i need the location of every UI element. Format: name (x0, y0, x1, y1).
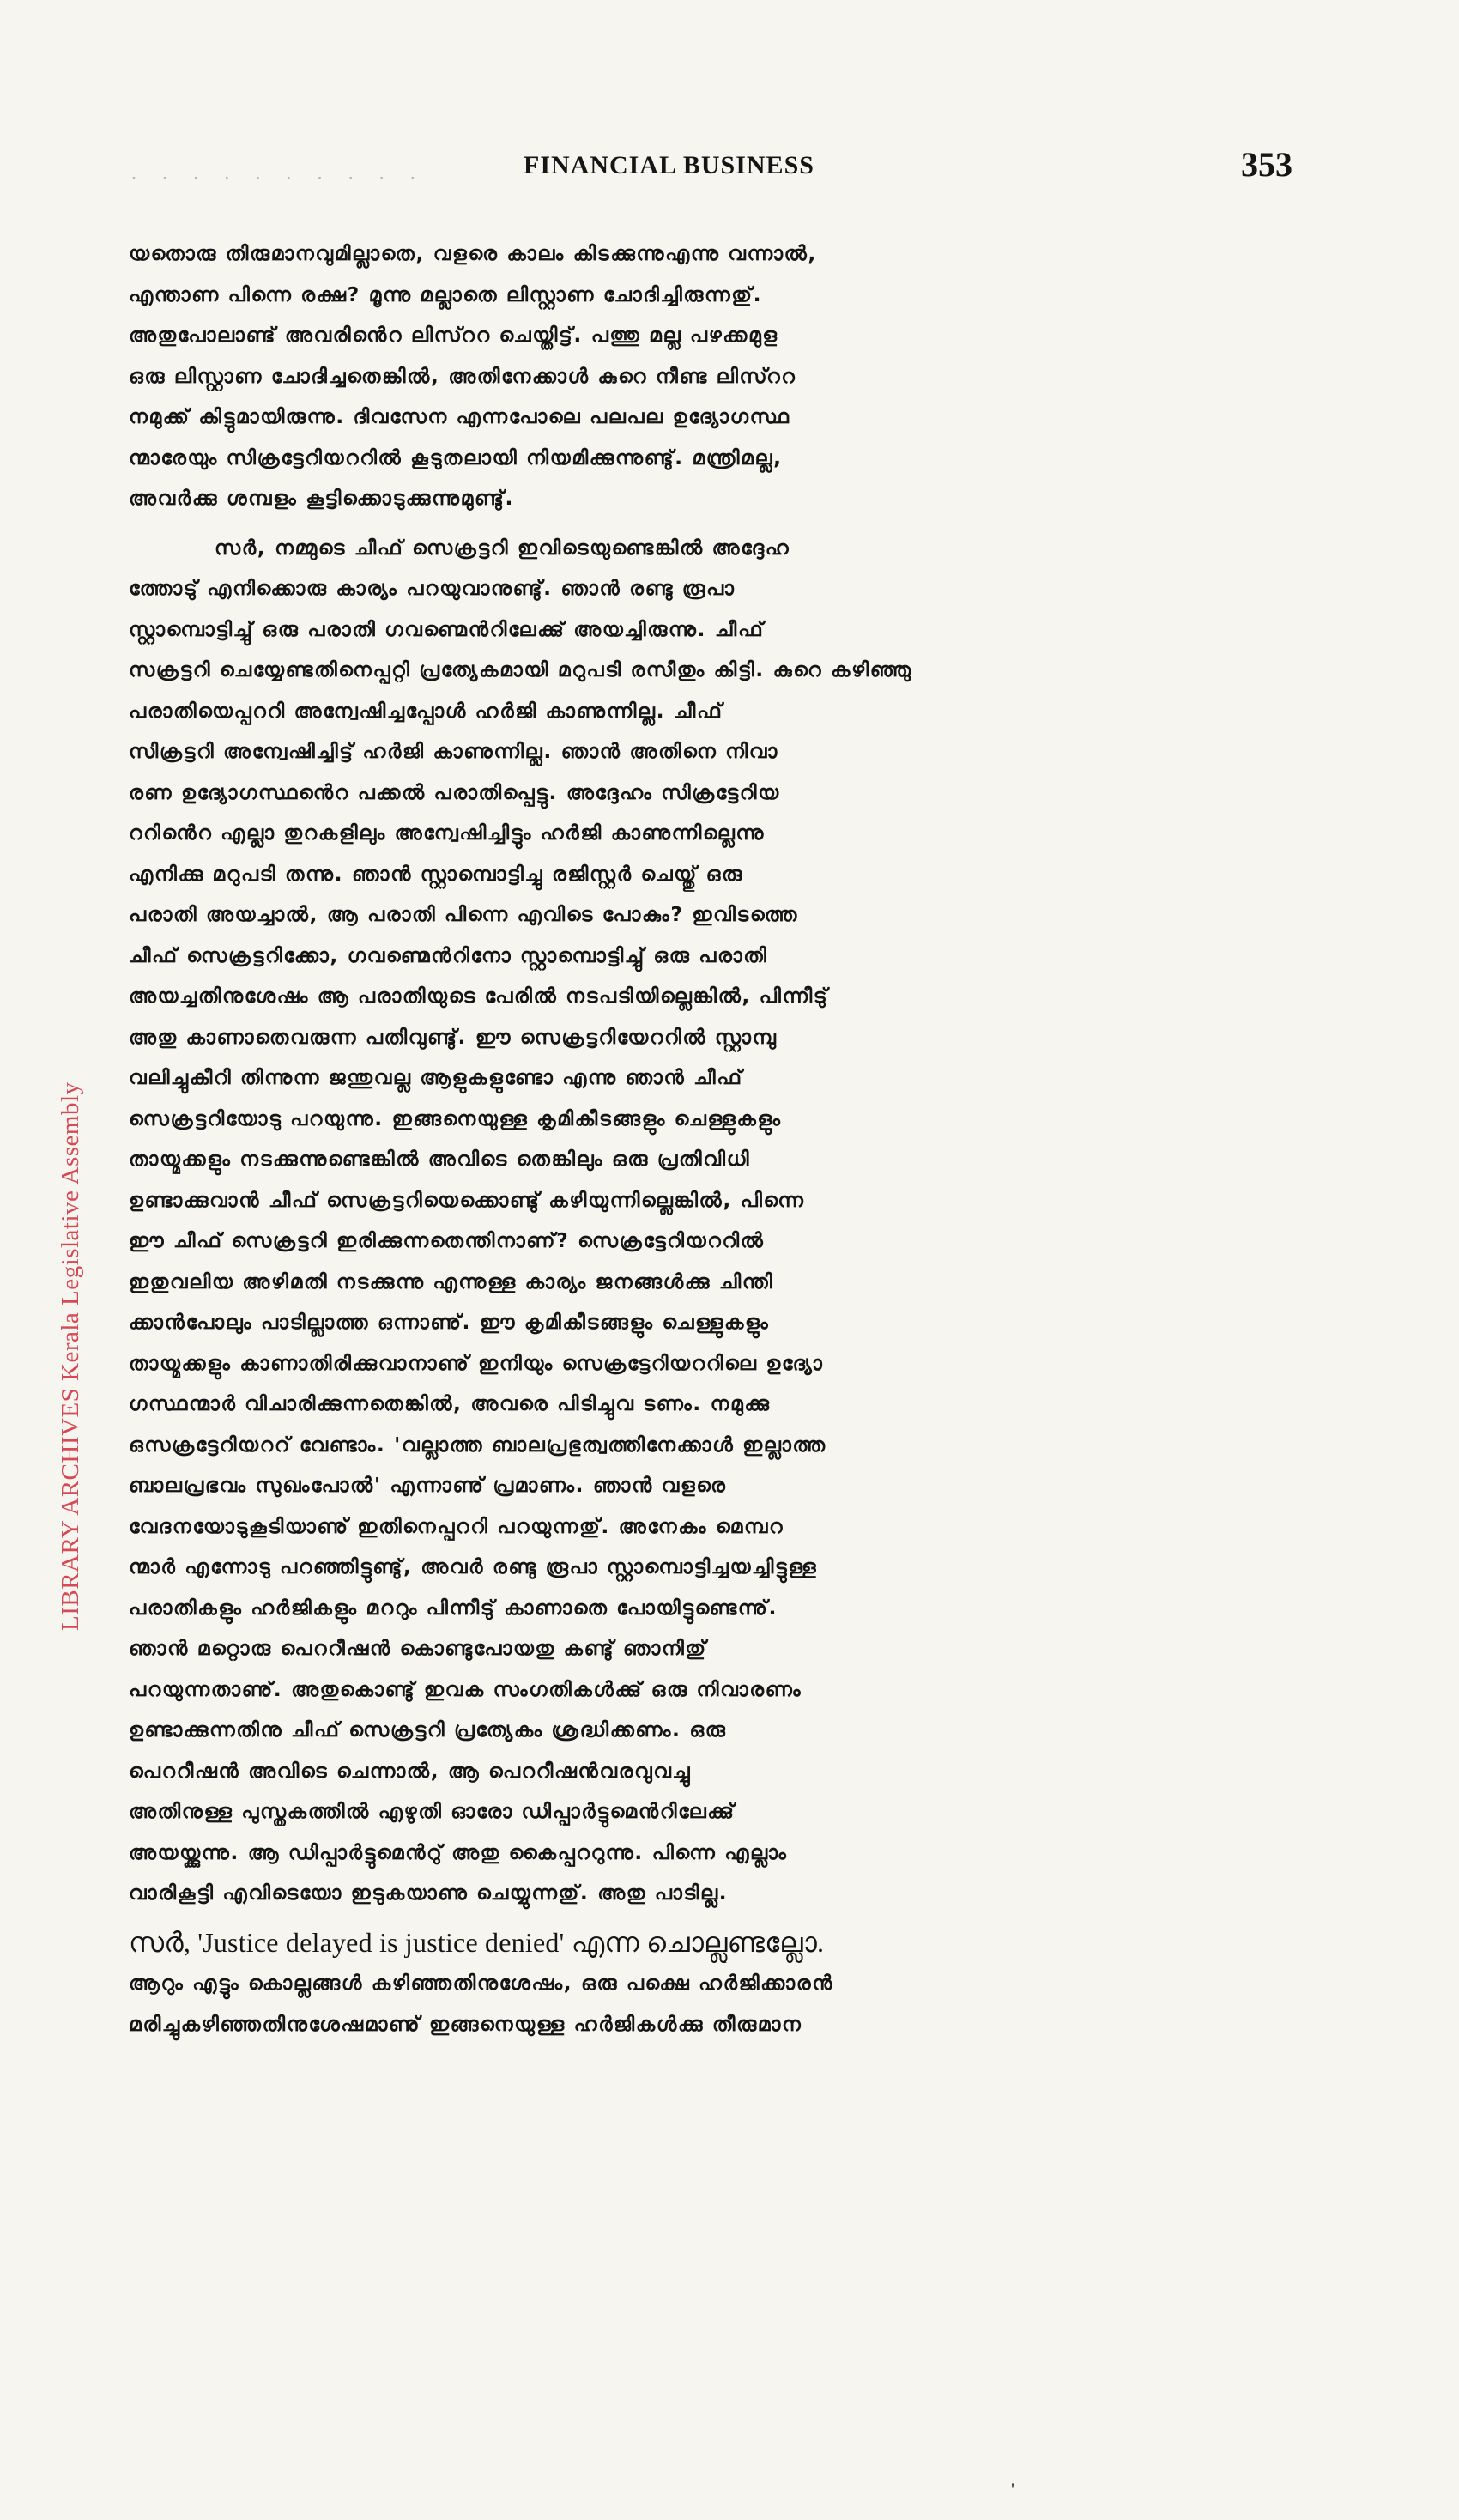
text-line: എന്താണ പിന്നെ രക്ഷ? മൂന്നു മല്ലാതെ ലിസ്റ്റാണ ചോദിച്ചിരുന്നതു്. (129, 282, 763, 306)
text-line: ഉണ്ടാക്കുവാൻ ചീഫ് സെക്രട്ടറിയെക്കൊണ്ടു് കഴിയുന്നില്ലെങ്കിൽ, പിന്നെ (129, 1187, 805, 1212)
text-line: വാരികൂട്ടി എവിടെയോ ഇടുകയാണു ചെയ്യുന്നതു്. അതു പാടില്ല. (129, 1881, 729, 1905)
text-line: തായ്മക്കളും കാണാതിരിക്കുവാനാണു് ഇനിയും സെക്രട്ടേറിയററിലെ ഉദ്യോ (129, 1350, 824, 1375)
text-line: ഞാൻ മറ്റൊരു പെററീഷൻ കൊണ്ടുപോയതു കണ്ടു് ഞാനിതു് (129, 1636, 707, 1660)
text-line: ക്കാൻപോലും പാടില്ലാത്ത ഒന്നാണു്. ഈ കൃമികീടങ്ങളും ചെള്ളുകളും (129, 1310, 770, 1334)
body-text (129, 233, 1326, 2474)
print-speck: ' (1011, 2479, 1014, 2500)
text-line: പെററീഷൻ അവിടെ ചെന്നാൽ, ആ പെററീഷൻവരവുവച്ചു (129, 1758, 692, 1783)
text-line: നമുക്ക് കിട്ടുമായിരുന്നു. ദിവസേന എന്നപോലെ പലപല ഉദ്യോഗസ്ഥ (129, 404, 790, 428)
paragraph-1 (129, 233, 1326, 519)
text-line: സക്രട്ടറി ചെയ്യേണ്ടതിനെപ്പറ്റി പ്രത്യേകമായി മറുപടി രസീതും കിട്ടി. കുറെ കഴിഞ്ഞു (129, 657, 912, 681)
text-line: പരാതികളും ഹർജികളും മററും പിന്നീടു് കാണാതെ പോയിട്ടുണ്ടെന്നു്. (129, 1595, 778, 1620)
text-line: തായ്മക്കളും നടക്കുന്നുണ്ടെങ്കിൽ അവിടെ തെങ്കിലും ഒരു പ്രതിവിധി (129, 1147, 751, 1171)
text-line: വേദനയോടുകൂടിയാണു് ഇതിനെപ്പററി പറയുന്നതു്. അനേകം മെമ്പറ (129, 1513, 784, 1538)
text-line: ഇതുവലിയ അഴിമതി നടക്കുന്നു എന്നുള്ള കാര്യം ജനങ്ങൾക്കു ചിന്തി (129, 1269, 774, 1293)
text-line: അതിനുള്ള പുസ്തകത്തിൽ എഴുതി ഓരോ ഡിപ്പാർട്ടുമെൻറിലേക്കു് (129, 1799, 736, 1823)
text-line: സ്റ്റാമ്പൊട്ടിച്ചു് ഒരു പരാതി ഗവണ്മെൻറിലേക്കു് അയച്ചിരുന്നു. ചീഫ് (129, 616, 765, 641)
text-line: രണ ഉദ്യോഗസ്ഥൻെറ പക്കൽ പരാതിപ്പെട്ടു. അദ്ദേഹം സിക്രട്ടേറിയ (129, 779, 780, 804)
text-line: ചീഫ് സെക്രട്ടറിക്കോ, ഗവണ്മെൻറിനോ സ്റ്റാമ്പൊട്ടിച്ചു് ഒരു പരാതി (129, 942, 768, 967)
text-line: ഒരു ലിസ്റ്റാണ ചോദിച്ചതെങ്കിൽ, അതിനേക്കാൾ കുറെ നീണ്ട ലിസ്ററ (129, 363, 796, 388)
page-number: 353 (1241, 145, 1293, 184)
text-line: ആറും എട്ടും കൊല്ലങ്ങൾ കഴിഞ്ഞതിനുശേഷം, ഒരു പക്ഷെ ഹർജിക്കാരൻ (129, 1971, 834, 1995)
text-line: സെക്രട്ടറിയോടു പറയുന്നു. ഇങ്ങനെയുള്ള കൃമികീടങ്ങളും ചെള്ളുകളും (129, 1106, 782, 1130)
text-line: ഉണ്ടാക്കുന്നതിനു ചീഫ് സെക്രട്ടറി പ്രത്യേകം ശ്രദ്ധിക്കണം. ഒരു (129, 1717, 727, 1742)
paragraph-2 (129, 528, 1326, 1914)
text-line: അതുപോലാണ്ട് അവരിൻെറ ലിസ്ററ ചെയ്തിട്ട്. പത്തു മല്ല പഴക്കമുള (129, 323, 778, 347)
text-line: പറയുന്നതാണു്. അതുകൊണ്ടു് ഇവക സംഗതികൾക്കു് ഒരു നിവാരണം (129, 1676, 802, 1701)
text-line: ഈ ചീഫ് സെക്രട്ടറി ഇരിക്കുന്നതെന്തിനാണ്? സെക്രട്ടേറിയററിൽ (129, 1228, 765, 1252)
text-line: സർ, നമ്മുടെ ചീഫ് സെക്രട്ടറി ഇവിടെയുണ്ടെങ്കിൽ അദ്ദേഹ (215, 535, 790, 560)
text-line: ഗസ്ഥന്മാർ വിചാരിക്കുന്നതെങ്കിൽ, അവരെ പിടിച്ചുവ ടണം. നമുക്കു (129, 1391, 771, 1415)
text-line: പരാതി അയച്ചാൽ, ആ പരാതി പിന്നെ എവിടെ പോകും? ഇവിടത്തെ (129, 902, 798, 926)
library-archives-watermark: LIBRARY ARCHIVES Kerala Legislative Assembly (57, 1081, 84, 1631)
text-line: സിക്രട്ടറി അന്വേഷിച്ചിട്ട് ഹർജി കാണുന്നില്ല. ഞാൻ അതിനെ നിവാ (129, 739, 778, 763)
text-line: പരാതിയെപ്പററി അന്വേഷിച്ചപ്പോൾ ഹർജി കാണുന്നില്ല. ചീഫ് (129, 698, 723, 723)
text-line: മരിച്ചുകഴിഞ്ഞതിനുശേഷമാണു് ഇങ്ങനെയുള്ള ഹർജികൾക്കു തീരുമാന (129, 2011, 802, 2036)
text-line: ഒസക്രട്ടേറിയററ് വേണ്ടാം. 'വല്ലാത്ത ബാലപ്രഭുത്വത്തിനേക്കാൾ ഇല്ലാത്ത (129, 1432, 826, 1457)
text-line: അയച്ചതിനുശേഷം ആ പരാതിയുടെ പേരിൽ നടപടിയില്ലെങ്കിൽ, പിന്നീടു് (129, 984, 829, 1008)
text-line: ബാലപ്രഭവം സുഖംപോൽ' എന്നാണു് പ്രമാണം. ഞാൻ വളരെ (129, 1473, 727, 1497)
text-line: ററിൻെറ എല്ലാ തുറകളിലും അന്വേഷിച്ചിട്ടും ഹർജി കാണുന്നില്ലെന്നു (129, 821, 766, 845)
text-line: വലിച്ചുകീറി തിന്നുന്ന ജന്തുവല്ല ആളുകളുണ്ടോ എന്നു ഞാൻ ചീഫ് (129, 1065, 743, 1089)
text-line: ത്തോടു് എനിക്കൊരു കാര്യം പറയുവാനുണ്ടു്. ഞാൻ രണ്ടു രൂപാ (129, 576, 736, 600)
text-line: അയയ്ക്കുന്നു. ആ ഡിപ്പാർട്ടുമെൻറു് അതു കൈപ്പററുന്നു. പിന്നെ എല്ലാം (129, 1839, 788, 1864)
text-line: ന്മാരേയും സിക്രട്ടേറിയററിൽ കൂടുതലായി നിയമിക്കുന്നുണ്ടു്. മന്ത്രിമല്ല, (129, 445, 783, 469)
page-header (129, 144, 1313, 196)
text-line: അതു കാണാതെവരുന്ന പതിവുണ്ടു്. ഈ സെക്രട്ടറിയേററിൽ സ്റ്റാമ്പു (129, 1024, 778, 1049)
text-line: സർ, 'Justice delayed is justice denied' എന്ന ചൊല്ലുണ്ടല്ലോ. (129, 1926, 825, 1958)
header-dots: . . . . . . . . . . (129, 163, 423, 184)
text-line: അവർക്കു ശമ്പളം കൂട്ടിക്കൊടുക്കുന്നുമുണ്ടു്. (129, 486, 514, 510)
text-line: യതൊരു തിരുമാനവുമില്ലാതെ, വളരെ കാലം കിടക്കുന്നുഎന്നു വന്നാൽ, (129, 241, 817, 265)
running-title: FINANCIAL BUSINESS (524, 151, 814, 179)
paragraph-3 (129, 1923, 1326, 2045)
text-line: ന്മാർ എന്നോടു പറഞ്ഞിട്ടുണ്ടു്, അവർ രണ്ടു രൂപാ സ്റ്റാമ്പൊട്ടിച്ചയച്ചിട്ടുള്ള (129, 1554, 818, 1578)
text-line: എനിക്കു മറുപടി തന്നു. ഞാൻ സ്റ്റാമ്പൊട്ടിച്ചു രജിസ്റ്റർ ചെയ്തു് ഒരു (129, 861, 743, 886)
